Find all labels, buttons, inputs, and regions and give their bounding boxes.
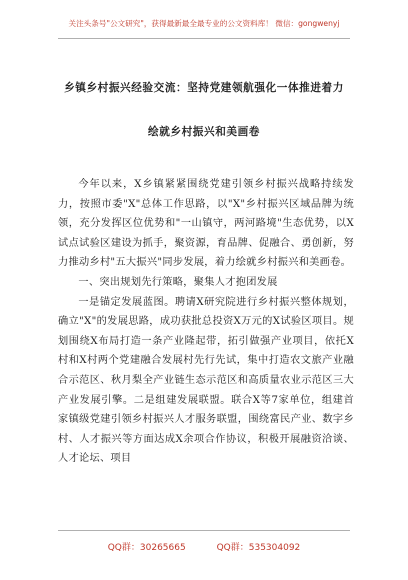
document-title-line2: 绘就乡村振兴和美画卷 bbox=[148, 126, 260, 138]
header-divider bbox=[58, 38, 350, 39]
footer bbox=[0, 540, 408, 553]
paragraph-intro: 今年以来，X乡镇紧紧围绕党建引领乡村振兴战略持续发力，按照市委"X"总体工作思路，以"X"乡村振兴区域品牌为统领，充分发挥区位优势和"一山镇守，两河路境"生态优势，以X试点试验区建设为抓手，聚资源，育品牌、促融合、勇创新，努力推动乡村"五大振兴"同步发展，着力绘就乡村振兴和美画卷。 bbox=[58, 179, 354, 269]
header-notice: 关注头条号"公文研究"，获得最新最全最专业的公文资料库！ 微信：gongwenyj bbox=[68, 19, 340, 28]
section-heading-1: 一、突出规划先行策略，聚集人才抱团发展 bbox=[78, 276, 278, 288]
paragraph-section-1: 一是锚定发展蓝图。聘请X研究院进行乡村振兴整体规划，确立"X"的发展思路，成功获批总投资X万元的X试验区项目。规划围绕X布局打造一条产业隆起带，拓引做强产业项目，依托X村和X村两个党建融合发展村先行先试，集中打造农文旅产业融合示范区、秋月梨全产业链生态示范区和高质量农业示范区三大产业发展引擎。二是组建发展联盟。联合X等7家单位，组建首家镇级党建引领乡村振兴人才服务联盟，围绕富民产业、数字乡村、人才振兴等方面达成X余项合作协议，积极开展融资洽谈、人才论坛、项目 bbox=[58, 296, 354, 465]
footer-qq-group-2: QQ群：535304092 bbox=[216, 543, 301, 553]
document-body bbox=[58, 175, 354, 469]
footer-qq-group-1: QQ群：30265665 bbox=[107, 543, 186, 553]
document-title-line1: 乡镇乡村振兴经验交流：坚持党建领航强化一体推进着力 bbox=[64, 82, 344, 94]
footer-divider bbox=[58, 530, 350, 531]
